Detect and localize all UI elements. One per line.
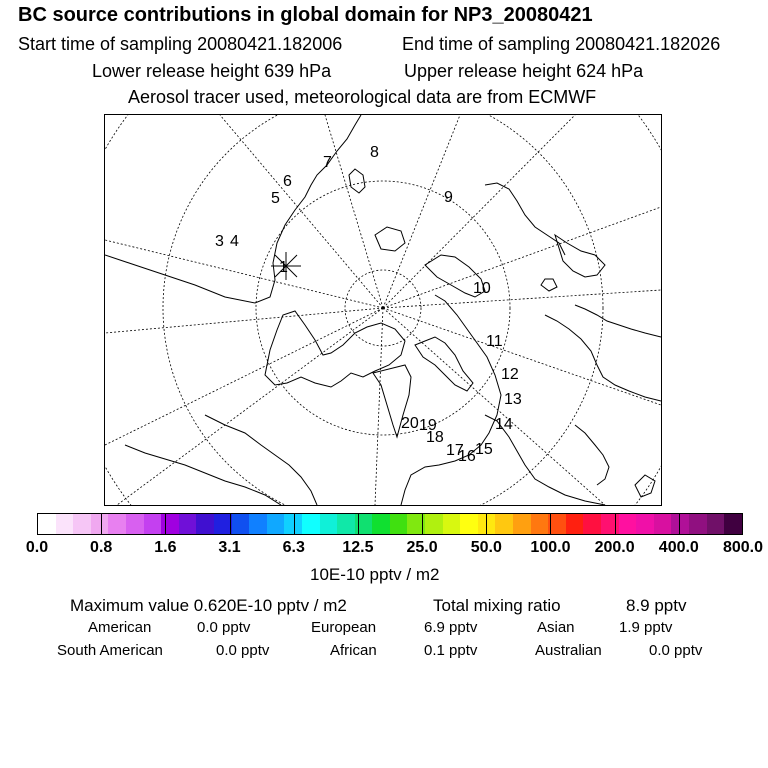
colorbar-cell (636, 514, 654, 534)
colorbar-tick-label: 200.0 (594, 539, 635, 556)
region-value-asian: 1.9 pptv (619, 619, 673, 636)
colorbar-cell (689, 514, 707, 534)
colorbar-tick-label: 3.1 (218, 539, 241, 556)
colorbar-cell (232, 514, 250, 534)
region-name-australian: Australian (535, 642, 602, 659)
colorbar-cell (179, 514, 197, 534)
colorbar-cell (495, 514, 513, 534)
colorbar-cell (724, 514, 742, 534)
region-value-australian: 0.0 pptv (649, 642, 703, 659)
colorbar-tick-label: 50.0 (470, 539, 502, 556)
traj-label: 12 (501, 366, 519, 383)
colorbar-tick-label: 1.6 (154, 539, 177, 556)
traj-label: 18 (426, 429, 444, 446)
meridians (105, 115, 661, 505)
colorbar-cell (548, 514, 566, 534)
colorbar-cell (355, 514, 373, 534)
colorbar-cell (583, 514, 601, 534)
colorbar-cell (619, 514, 637, 534)
colorbar-cell (707, 514, 725, 534)
total-mixing-label: Total mixing ratio (433, 596, 561, 615)
colorbar-cell (267, 514, 285, 534)
colorbar-tick-label: 6.3 (282, 539, 305, 556)
colorbar-cell (425, 514, 443, 534)
traj-label: 10 (473, 280, 491, 297)
region-name-african: African (330, 642, 377, 659)
colorbar-cell (671, 514, 689, 534)
traj-label: 13 (504, 391, 522, 408)
end-time-text: End time of sampling 20080421.182026 (402, 34, 721, 54)
colorbar-tick-label: 400.0 (658, 539, 699, 556)
colorbar-cell (38, 514, 56, 534)
max-value-text: Maximum value 0.620E-10 pptv / m2 (70, 596, 347, 615)
traj-label: 16 (458, 448, 476, 465)
region-value-african: 0.1 pptv (424, 642, 478, 659)
traj-label: 1 (279, 259, 288, 276)
colorbar-tick-label: 12.5 (342, 539, 374, 556)
traj-label: 20 (401, 415, 419, 432)
colorbar-cell (161, 514, 179, 534)
traj-label: 19 (419, 417, 437, 434)
colorbar-cell (407, 514, 425, 534)
region-value-south-american: 0.0 pptv (216, 642, 270, 659)
colorbar-cell (126, 514, 144, 534)
traj-label: 8 (370, 144, 379, 161)
colorbar-cell (513, 514, 531, 534)
colorbar-cell (460, 514, 478, 534)
colorbar-tick-label: 800.0 (722, 539, 764, 556)
colorbar-cell (249, 514, 267, 534)
traj-label: 17 (446, 442, 464, 459)
region-name-asian: Asian (537, 619, 575, 636)
colorbar-cell (91, 514, 109, 534)
colorbar-cell (284, 514, 302, 534)
traj-label: 5 (271, 190, 280, 207)
colorbar-cell (320, 514, 338, 534)
traj-label: 7 (323, 154, 332, 171)
colorbar-cell (337, 514, 355, 534)
colorbar-cell (108, 514, 126, 534)
region-value-european: 6.9 pptv (424, 619, 478, 636)
lower-release-text: Lower release height 639 hPa (92, 61, 332, 81)
colorbar-tick-label: 100.0 (530, 539, 571, 556)
region-name-american: American (88, 619, 152, 636)
traj-label: 3 (215, 233, 224, 250)
colorbar-cell (196, 514, 214, 534)
colorbar-cell (302, 514, 320, 534)
region-value-american: 0.0 pptv (197, 619, 251, 636)
colorbar-cell (566, 514, 584, 534)
traj-label: 4 (230, 233, 239, 250)
colorbar-cell (73, 514, 91, 534)
page-title: BC source contributions in global domain for NP3_20080421 (18, 4, 593, 26)
map-canvas (105, 115, 661, 505)
region-name-european: European (311, 619, 377, 636)
colorbar-tick-label: 25.0 (406, 539, 438, 556)
colorbar-cell (654, 514, 672, 534)
trajectory-labels (215, 144, 522, 465)
traj-label: 15 (475, 441, 493, 458)
region-name-south-american: South American (57, 642, 163, 659)
upper-release-text: Upper release height 624 hPa (404, 61, 644, 81)
colorbar-cell (531, 514, 549, 534)
colorbar-tick-label: 0.0 (25, 539, 49, 556)
colorbar-cell (214, 514, 232, 534)
colorbar-unit: 10E-10 pptv / m2 (310, 565, 440, 584)
traj-label: 11 (486, 333, 503, 350)
colorbar-cell (372, 514, 390, 534)
traj-label: 14 (495, 416, 513, 433)
colorbar-cell (601, 514, 619, 534)
colorbar-cell (56, 514, 74, 534)
colorbar-cell (390, 514, 408, 534)
colorbar-cell (144, 514, 162, 534)
colorbar (37, 513, 743, 535)
traj-label: 6 (283, 173, 292, 190)
colorbar-cell (443, 514, 461, 534)
colorbar-tick-label: 0.8 (90, 539, 113, 556)
colorbar-cell (478, 514, 496, 534)
tracer-info-text: Aerosol tracer used, meteorological data are from ECMWF (128, 87, 597, 107)
total-mixing-value: 8.9 pptv (626, 596, 687, 615)
start-time-text: Start time of sampling 20080421.182006 (18, 34, 343, 54)
traj-label: 9 (444, 189, 453, 206)
polar-map (104, 114, 662, 506)
